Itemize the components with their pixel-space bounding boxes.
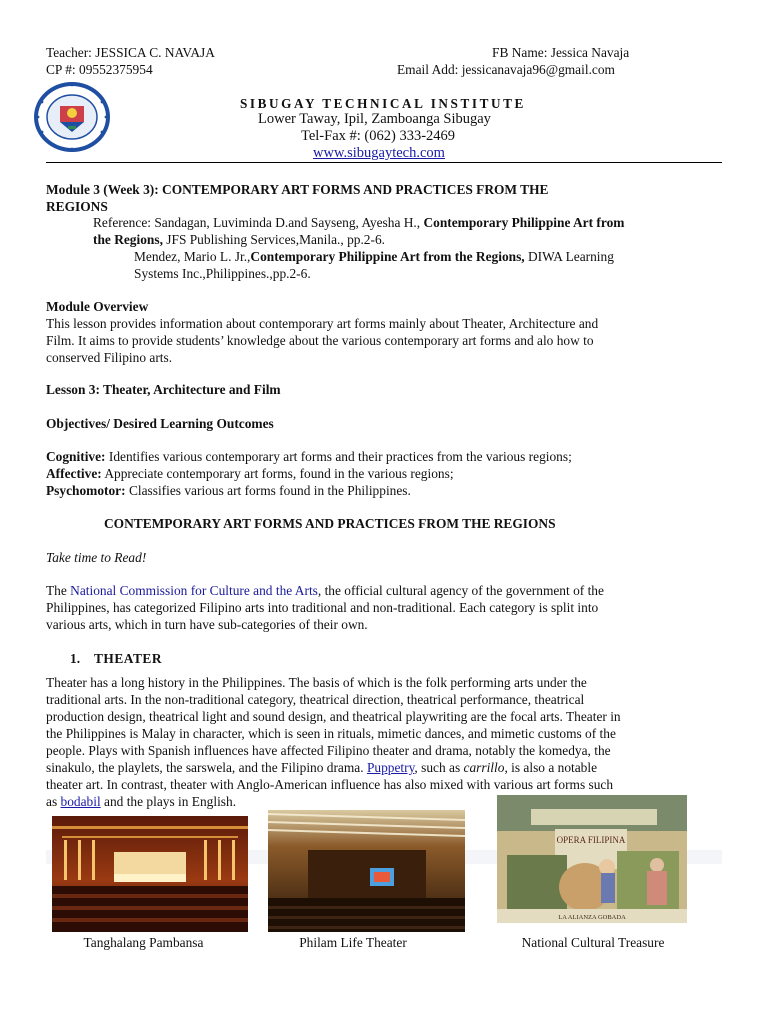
intro-line2: Philippines, has categorized Filipino arts into traditional and non-traditional. Each category is split into [46,600,599,615]
ref1-text: Reference: Sandagan, Luviminda D.and Sayseng, Ayesha H., [93,215,424,230]
school-website-link[interactable]: www.sibugaytech.com [313,145,445,161]
email-address: Email Add: jessicanavaja96@gmail.com [397,62,615,77]
cognitive-label: Cognitive: [46,449,106,464]
theater-line2: traditional arts. In the non-traditional category, theatrical direction, theatrical performance, theatrical [46,692,585,707]
ncca-link[interactable]: National Commission for Culture and the Arts [70,583,318,598]
overview-line1: This lesson provides information about contemporary art forms mainly about Theater, Architecture and [46,316,599,331]
national-cultural-treasure-poster [497,795,687,923]
objective-psychomotor [46,482,411,499]
school-address: Lower Taway, Ipil, Zamboanga Sibugay [258,111,491,127]
philam-life-theater-photo [268,810,465,932]
theater-line4: the Philippines is Malay in character, which is seen in rituals, mimetic dances, and mimetic customs of the [46,726,616,741]
affective-text: Appreciate contemporary art forms, found in the various regions; [101,466,454,481]
theater-line6 [46,759,597,776]
poster-title: OPERA FILIPINA [556,835,626,845]
overview-heading: Module Overview [46,299,149,314]
theater-line1: Theater has a long history in the Philippines. The basis of which is the folk performing arts under the [46,675,587,690]
header-divider [46,162,722,163]
ref2-book-title: Contemporary Philippine Art from the Regions, [250,249,525,264]
objectives-heading: Objectives/ Desired Learning Outcomes [46,416,274,431]
ref2-author: Mendez, Mario L. Jr., [134,249,251,264]
reference-1 [93,214,624,231]
reference-1-cont [93,231,385,248]
theater-heading: THEATER [94,651,162,666]
theater-line3: production design, theatrical light and sound design, and theatrical playwriting are the focal arts. Theater in [46,709,621,724]
theater-line8-text2: and the plays in English. [100,794,237,809]
lesson-title: Lesson 3: Theater, Architecture and Film [46,382,281,397]
affective-label: Affective: [46,466,102,481]
fb-name: FB Name: Jessica Navaja [492,45,630,60]
intro-line1 [46,582,604,599]
reference-2-cont: Systems Inc.,Philippines.,pp.2-6. [134,266,311,281]
poster-footer: LA ALIANZA GOBADA [558,914,626,921]
psychomotor-text: Classifies various art forms found in the Philippines. [125,483,411,498]
theater-line7: theater art. In contrast, theater with Anglo-American influence has also mixed with various art forms such [46,777,614,792]
caption-tanghalang-pambansa: Tanghalang Pambansa [83,935,204,950]
ref1-book-title: Contemporary Philippine Art from [423,215,625,230]
ref2-publisher: DIWA Learning [524,249,614,264]
theater-line8-text: as [46,794,61,809]
theater-line6-text: sinakulo, the playlets, the sarswela, and the Filipino drama. [46,760,367,775]
section-heading: CONTEMPORARY ART FORMS AND PRACTICES FROM THE REGIONS [104,516,556,531]
overview-line2: Film. It aims to provide students’ knowledge about the various contemporary art forms and alo how to [46,333,594,348]
school-name: SIBUGAY TECHNICAL INSTITUTE [240,96,526,111]
overview-line3: conserved Filipino arts. [46,350,173,365]
caption-national-cultural-treasure: National Cultural Treasure [521,935,665,950]
theater-line8 [46,793,236,810]
cp-number: CP #: 09552375954 [46,62,153,77]
intro-line3: various arts, which in turn have sub-categories of their own. [46,617,368,632]
intro-text: The [46,583,71,598]
carrillo-term: carrillo [463,760,505,775]
theater-line6-text3: , is also a notable [504,760,598,775]
teacher-name: Teacher: JESSICA C. NAVAJA [46,45,215,60]
ref1-book-title-cont: the Regions, [93,232,163,247]
reference-2 [134,248,614,265]
intro-text-cont: , the official cultural agency of the government of the [317,583,604,598]
theater-line6-text2: , such as [414,760,464,775]
tanghalang-pambansa-photo [52,816,248,932]
ref1-publisher: JFS Publishing Services,Manila., pp.2-6. [162,232,386,247]
bodabil-link[interactable]: bodabil [60,794,101,809]
theater-number: 1. [70,651,81,666]
module-title-line1: Module 3 (Week 3): CONTEMPORARY ART FORMS AND PRACTICES FROM THE [46,182,549,197]
cognitive-text: Identifies various contemporary art forms and their practices from the various regions; [105,449,572,464]
module-title-line2: REGIONS [46,199,108,214]
school-telfax: Tel-Fax #: (062) 333-2469 [301,128,456,144]
puppetry-link[interactable]: Puppetry [366,760,415,775]
objective-affective [46,465,454,482]
caption-philam-life-theater: Philam Life Theater [299,935,407,950]
theater-line5: people. Plays with Spanish influences have affected Filipino theater and drama, notably the komedya, the [46,743,611,758]
psychomotor-label: Psychomotor: [46,483,126,498]
objective-cognitive [46,448,572,465]
take-time-note: Take time to Read! [46,550,147,565]
school-logo [32,80,112,154]
